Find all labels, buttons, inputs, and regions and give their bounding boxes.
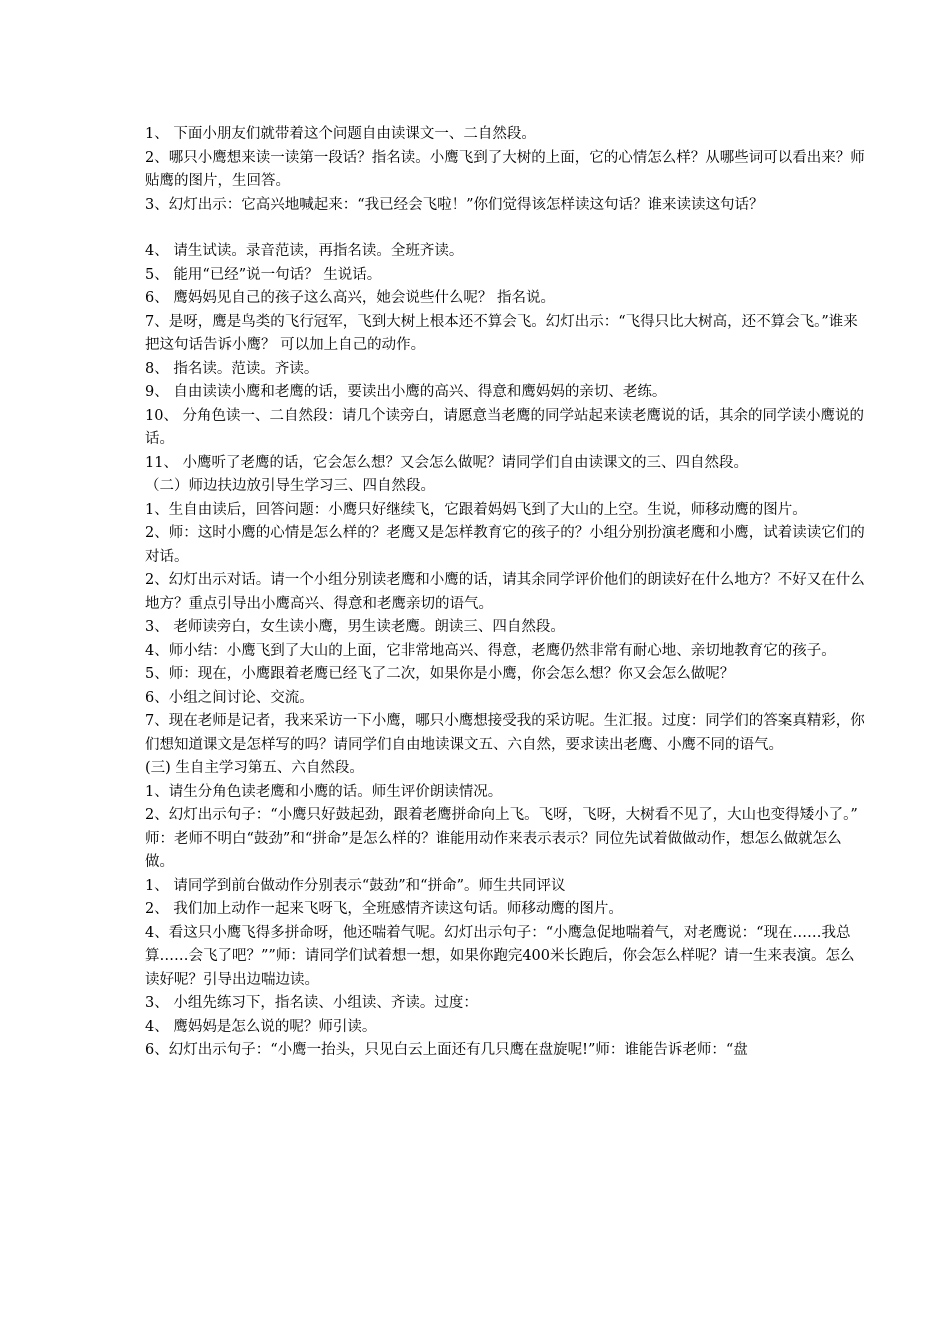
document-body [145,123,865,1063]
paragraph: 师：老师不明白“鼓劲”和“拼命”是怎么样的？谁能用动作来表示表示？同位先试着做做动作，想怎么做就怎么做。 [145,830,842,870]
paragraph: 3、幻灯出示：它高兴地喊起来：“我已经会飞啦！”你们觉得该怎样读这句话？谁来读读这句话？ [145,196,764,213]
paragraph: 7、是呀，鹰是鸟类的飞行冠军，飞到大树上根本还不算会飞。幻灯出示：“飞得只比大树高，还不算会飞。”谁来把这句话告诉小鹰？ 可以加上自己的动作。 [145,313,858,353]
paragraph: 6、幻灯出示句子：“小鹰一抬头，只见白云上面还有几只鹰在盘旋呢!”师：谁能告诉老师：“盘 [145,1042,748,1058]
blank-line [145,217,865,240]
paragraph: 4、 请生试读。录音范读，再指名读。全班齐读。 [145,243,464,259]
paragraph: 9、 自由读读小鹰和老鹰的话，要读出小鹰的高兴、得意和鹰妈妈的亲切、老练。 [145,384,667,400]
paragraph: 6、小组之间讨论、交流。 [145,689,314,706]
paragraph: 3、 小组先练习下，指名读、小组读、齐读。过度： [145,995,478,1011]
paragraph: 4、师小结：小鹰飞到了大山的上面，它非常地高兴、得意，老鹰仍然非常有耐心地、亲切地教育它的孩子。 [145,642,836,659]
paragraph: 1、生自由读后，回答问题：小鹰只好继续飞，它跟着妈妈飞到了大山的上空。生说，师移动鹰的图片。 [145,501,807,518]
paragraph: 4、 鹰妈妈是怎么说的呢？师引读。 [145,1018,377,1035]
paragraph: (三) 生自主学习第五、六自然段。 [145,760,364,776]
paragraph: 7、现在老师是记者，我来采访一下小鹰，哪只小鹰想接受我的采访呢。生汇报。过度：同学们的答案真精彩，你们想知道课文是怎样写的吗？请同学们自由地读课文五、六自然，要求读出老鹰、小鹰不同的语气。 [145,713,865,753]
paragraph: （二）师边扶边放引导生学习三、四自然段。 [145,478,435,494]
paragraph: 1、 下面小朋友们就带着这个问题自由读课文一、二自然段。 [145,126,536,142]
paragraph: 2、幻灯出示句子：“小鹰只好鼓起劲，跟着老鹰拼命向上飞。飞呀，飞呀，大树看不见了，大山也变得矮小了。” [145,807,858,823]
paragraph: 1、 请同学到前台做动作分别表示“鼓劲”和“拼命”。师生共同评议 [145,877,566,894]
paragraph: 2、哪只小鹰想来读一读第一段话？指名读。小鹰飞到了大树的上面，它的心情怎么样？从哪些词可以看出来？师贴鹰的图片，生回答。 [145,149,865,189]
paragraph: 8、 指名读。范读。齐读。 [145,360,319,377]
paragraph: 2、 我们加上动作一起来飞呀飞，全班感情齐读这句话。师移动鹰的图片。 [145,901,623,917]
paragraph: 11、 小鹰听了老鹰的话，它会怎么想？又会怎么做呢？请同学们自由读课文的三、四自然段。 [145,454,749,471]
paragraph: 6、 鹰妈妈见自己的孩子这么高兴，她会说些什么呢？ 指名说。 [145,290,555,306]
paragraph: 4、看这只小鹰飞得多拼命呀，他还喘着气呢。幻灯出示句子：“小鹰急促地喘着气，对老鹰说：“现在……我总算……会飞了吧？””师：请同学们试着想一想，如果你跑完400米长跑后，你会怎么样呢？请一生来表演。怎么读好呢？引导出边喘边读。 [145,924,855,988]
paragraph: 2、师：这时小鹰的心情是怎么样的？老鹰又是怎样教育它的孩子的？小组分别扮演老鹰和小鹰，试着读读它们的对话。 [145,525,865,565]
paragraph: 3、 老师读旁白，女生读小鹰，男生读老鹰。朗读三、四自然段。 [145,619,565,635]
paragraph: 5、 能用“已经”说一句话？ 生说话。 [145,266,382,283]
paragraph: 2、幻灯出示对话。请一个小组分别读老鹰和小鹰的话，请其余同学评价他们的朗读好在什么地方？不好又在什么地方？重点引导出小鹰高兴、得意和老鹰亲切的语气。 [145,572,865,612]
paragraph: 1、请生分角色读老鹰和小鹰的话。师生评价朗读情况。 [145,783,503,800]
paragraph: 5、师：现在，小鹰跟着老鹰已经飞了二次，如果你是小鹰，你会怎么想？你又会怎么做呢？ [145,666,735,682]
paragraph: 10、 分角色读一、二自然段：请几个读旁白，请愿意当老鹰的同学站起来读老鹰说的话，其余的同学读小鹰说的话。 [145,407,865,447]
